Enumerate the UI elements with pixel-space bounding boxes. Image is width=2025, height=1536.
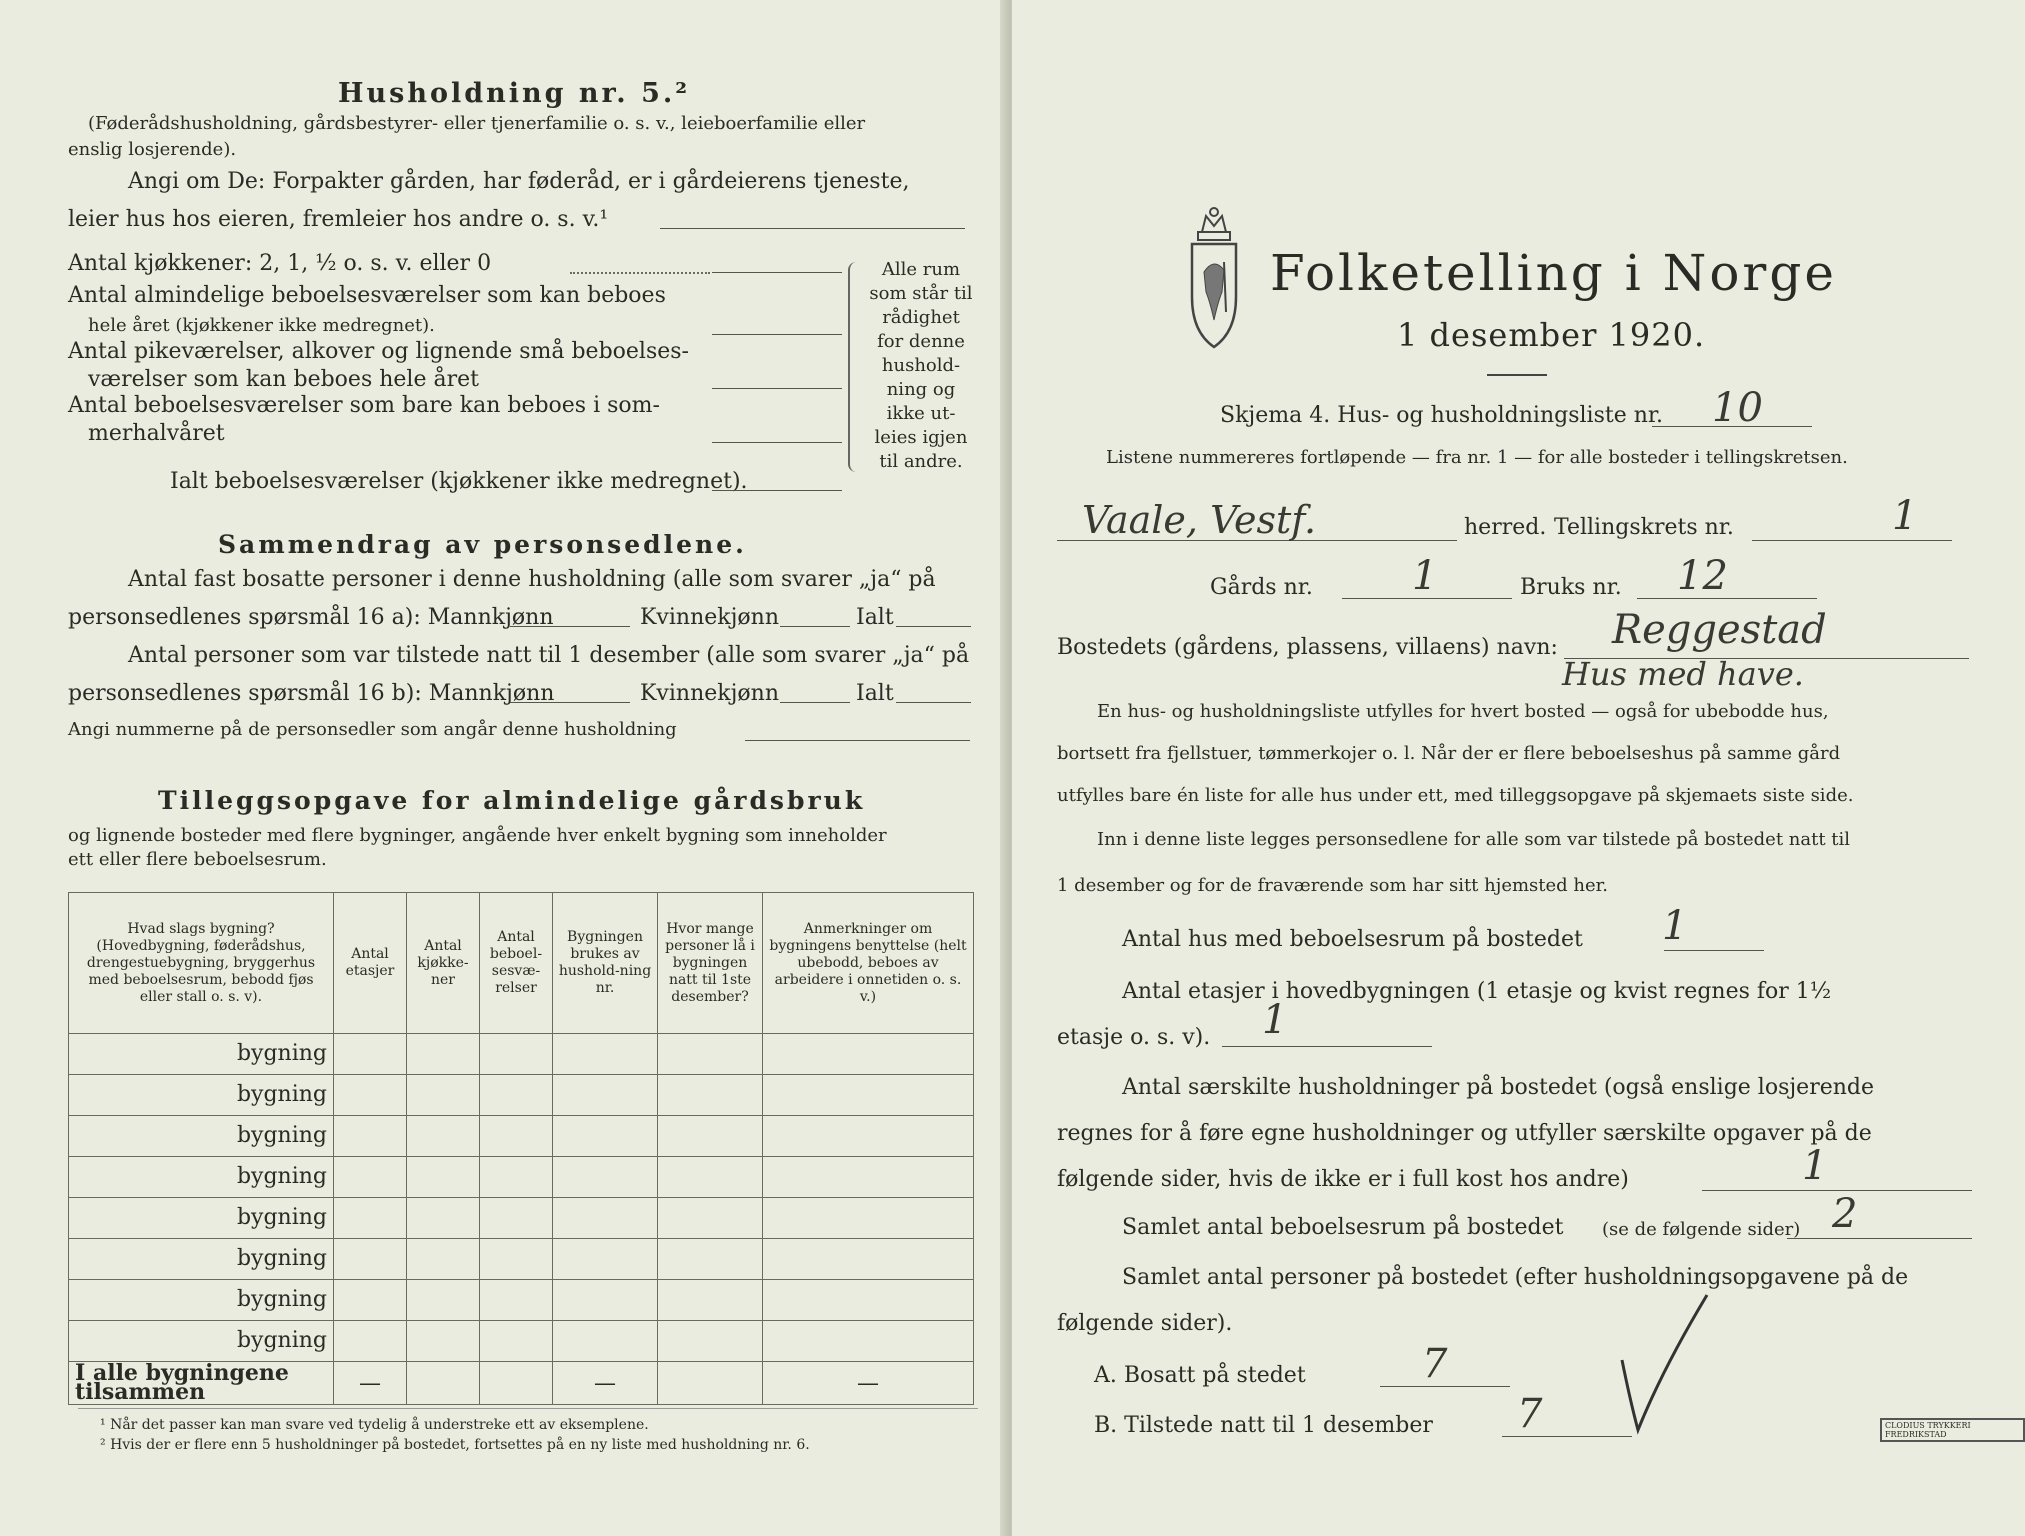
tellingskrets-value: 1 <box>1892 493 1918 539</box>
cell <box>658 1034 763 1075</box>
question-ordinary-rooms-1: Antal almindelige beboelsesværelser som kan beboes <box>68 283 666 308</box>
cell <box>407 1321 480 1362</box>
supplement-line-1: og lignende bosteder med flere bygninger, angående hver enkelt bygning som inneholder <box>68 825 887 846</box>
supplement-heading: Tilleggsopgave for almindelige gårdsbruk <box>158 786 866 815</box>
male-answer-1 <box>510 626 630 627</box>
listing-note: Listene nummereres fortløpende — fra nr. 1 — for alle bosteder i tellingskretsen. <box>1106 447 1848 468</box>
table-row <box>69 1239 974 1280</box>
header-kitchens: Antal kjøkke-ner <box>407 893 480 1034</box>
rooms-answer-line <box>1787 1238 1972 1239</box>
small-rooms-answer <box>712 388 842 389</box>
houses-answer-line <box>1664 950 1764 951</box>
question-small-rooms-2: værelser som kan beboes hele året <box>88 367 479 392</box>
side-note-line: for denne <box>877 331 965 352</box>
question-persons-2: følgende sider). <box>1057 1311 1233 1336</box>
question-persons-1: Samlet antal personer på bostedet (efter husholdningsopgavene på de <box>1122 1265 1909 1290</box>
table-total-row <box>69 1362 974 1405</box>
form-title: Folketelling i Norge <box>1270 244 1837 302</box>
summer-rooms-answer <box>712 442 842 443</box>
instruction-line-5: 1 desember og for de fraværende som har sitt hjemsted her. <box>1057 875 1608 896</box>
question-summer-rooms-1: Antal beboelsesværelser som bare kan beboes i som- <box>68 393 660 418</box>
header-persons: Hvor mange personer lå i bygningen natt til 1ste desember? <box>658 893 763 1034</box>
total-label: I alle bygningene tilsammen <box>69 1362 334 1405</box>
gards-label: Gårds nr. <box>1210 575 1313 600</box>
male-answer-2 <box>510 702 630 703</box>
cell <box>407 1362 480 1405</box>
header-floors: Antal etasjer <box>334 893 407 1034</box>
side-note-line: ikke ut- <box>886 403 956 424</box>
household-intro-line-2: enslig losjerende). <box>68 139 237 160</box>
table-header-row <box>69 893 974 1034</box>
schema-number: 10 <box>1712 385 1763 431</box>
cell <box>407 1280 480 1321</box>
side-note-line: Alle rum <box>881 259 961 280</box>
cell <box>480 1280 553 1321</box>
buildings-table <box>68 892 974 1405</box>
schema-label: Skjema 4. Hus- og husholdningsliste nr. <box>1220 403 1663 428</box>
female-answer-2 <box>780 702 850 703</box>
table-row <box>69 1034 974 1075</box>
footnote-divider <box>78 1408 978 1409</box>
header-household-nr: Bygningen brukes av hushold-ning nr. <box>553 893 658 1034</box>
bosted-value: Reggestad <box>1612 607 1827 653</box>
female-label-1: Kvinnekjønn <box>640 605 779 630</box>
tellingskrets-label: Tellingskrets nr. <box>1554 515 1734 540</box>
total-rooms-answer <box>712 490 842 491</box>
cell <box>407 1239 480 1280</box>
summary-line-2a: Antal personer som var tilstede natt til 1 desember (alle som svarer „ja“ på <box>128 643 970 668</box>
question-households-1: Antal særskilte husholdninger på bostedet (også enslige losjerende <box>1122 1075 1875 1100</box>
tellingskrets-answer-line <box>1752 540 1952 541</box>
total-dash: — <box>763 1362 974 1405</box>
present-value: 7 <box>1517 1391 1543 1437</box>
bosted-label: Bostedets (gårdens, plassens, villaens) navn: <box>1057 635 1558 660</box>
table-row <box>69 1198 974 1239</box>
angi-answer-line <box>660 228 965 229</box>
date-divider <box>1487 374 1547 376</box>
cell <box>763 1075 974 1116</box>
coat-of-arms-icon <box>1174 202 1254 356</box>
numbers-answer-line <box>745 740 970 741</box>
question-households-2: regnes for å føre egne husholdninger og utfyller særskilte opgaver på de <box>1057 1121 1872 1146</box>
angi-line-2: leier hus hos eieren, fremleier hos andre o. s. v.¹ <box>68 207 609 232</box>
summary-heading: Sammendrag av personsedlene. <box>218 530 747 559</box>
brace <box>848 262 860 472</box>
summary-line-1b: personsedlenes spørsmål 16 a): Mannkjønn <box>68 605 554 630</box>
cell <box>407 1075 480 1116</box>
header-remarks: Anmerkninger om bygningens benyttelse (helt ubebodd, beboes av arbeidere i onnetiden o. s. v.) <box>763 893 974 1034</box>
cell <box>763 1034 974 1075</box>
form-date: 1 desember 1920. <box>1397 316 1706 354</box>
cell <box>334 1321 407 1362</box>
total-label-1: Ialt <box>856 605 894 630</box>
side-note-line: som står til <box>869 283 973 304</box>
kitchens-answer-line <box>570 272 710 274</box>
cell <box>407 1157 480 1198</box>
cell <box>658 1116 763 1157</box>
building-label: bygning <box>69 1157 334 1198</box>
table-row <box>69 1157 974 1198</box>
building-label: bygning <box>69 1198 334 1239</box>
cell <box>553 1157 658 1198</box>
cell <box>658 1239 763 1280</box>
cell <box>763 1239 974 1280</box>
cell <box>480 1157 553 1198</box>
building-label: bygning <box>69 1116 334 1157</box>
cell <box>763 1321 974 1362</box>
total-dash: — <box>334 1362 407 1405</box>
instruction-line-1: En hus- og husholdningsliste utfylles for hvert bosted — også for ubebodde hus, <box>1097 701 1829 722</box>
cell <box>553 1034 658 1075</box>
checkmark-icon <box>1612 1290 1712 1444</box>
cell <box>334 1239 407 1280</box>
cell <box>553 1239 658 1280</box>
header-rooms: Antal beboel-sesvæ-relser <box>480 893 553 1034</box>
cell <box>763 1157 974 1198</box>
cell <box>480 1321 553 1362</box>
question-households-3: følgende sider, hvis de ikke er i full kost hos andre) <box>1057 1167 1629 1192</box>
table-row <box>69 1280 974 1321</box>
cell <box>334 1116 407 1157</box>
building-label: bygning <box>69 1280 334 1321</box>
household-heading: Husholdning nr. 5.² <box>338 78 691 109</box>
table-row <box>69 1075 974 1116</box>
building-label: bygning <box>69 1321 334 1362</box>
side-note <box>866 258 976 474</box>
supplement-line-2: ett eller flere beboelsesrum. <box>68 849 327 870</box>
side-note-line: rådighet <box>882 307 960 328</box>
left-page <box>0 0 1008 1536</box>
cell <box>480 1198 553 1239</box>
households-value: 1 <box>1802 1143 1828 1189</box>
rooms-value: 2 <box>1832 1191 1858 1237</box>
cell <box>553 1280 658 1321</box>
resident-value: 7 <box>1422 1341 1448 1387</box>
herred-value: Vaale, Vestf. <box>1082 498 1317 542</box>
question-summer-rooms-2: merhalvåret <box>88 421 225 446</box>
kitchens-answer <box>712 272 842 273</box>
cell <box>334 1075 407 1116</box>
question-total-rooms: Ialt beboelsesværelser (kjøkkener ikke medregnet). <box>170 469 748 494</box>
total-answer-1 <box>896 626 971 627</box>
cell <box>658 1321 763 1362</box>
side-note-line: leies igjen <box>874 427 968 448</box>
total-dash: — <box>553 1362 658 1405</box>
female-label-2: Kvinnekjønn <box>640 681 779 706</box>
building-label: bygning <box>69 1239 334 1280</box>
instruction-line-2: bortsett fra fjellstuer, tømmerkojer o. l. Når der er flere beboelseshus på samme gård <box>1057 743 1841 764</box>
summary-line-2b: personsedlenes spørsmål 16 b): Mannkjønn <box>68 681 555 706</box>
bruks-value: 12 <box>1677 553 1728 599</box>
bosted-value-2: Hus med have. <box>1562 655 1804 693</box>
question-ordinary-rooms-2: hele året (kjøkkener ikke medregnet). <box>88 315 435 336</box>
question-rooms: Samlet antal beboelsesrum på bostedet <box>1122 1215 1564 1240</box>
female-answer-1 <box>780 626 850 627</box>
cell <box>334 1280 407 1321</box>
printer-stamp: CLODIUS TRYKKERI FREDRIKSTAD <box>1880 1418 2025 1442</box>
household-intro-line-1: (Føderådshusholdning, gårdsbestyrer- eller tjenerfamilie o. s. v., leieboerfamilie eller <box>88 113 866 134</box>
question-rooms-note: (se de følgende sider) <box>1602 1219 1801 1240</box>
cell <box>480 1034 553 1075</box>
bruks-label: Bruks nr. <box>1520 575 1622 600</box>
question-houses: Antal hus med beboelsesrum på bostedet <box>1122 927 1583 952</box>
side-note-line: hushold- <box>881 355 961 376</box>
footnote-2: ² Hvis der er flere enn 5 husholdninger på bostedet, fortsettes på en ny liste med husholdning nr. 6. <box>100 1437 810 1453</box>
gards-value: 1 <box>1412 553 1438 599</box>
floors-answer-line <box>1222 1046 1432 1047</box>
cell <box>553 1198 658 1239</box>
cell <box>480 1362 553 1405</box>
side-note-line: ning og <box>886 379 956 400</box>
cell <box>480 1239 553 1280</box>
present-label: B. Tilstede natt til 1 desember <box>1094 1413 1433 1438</box>
question-floors-2: etasje o. s. v). <box>1057 1025 1211 1050</box>
cell <box>658 1075 763 1116</box>
cell <box>334 1198 407 1239</box>
cell <box>763 1280 974 1321</box>
floors-value: 1 <box>1262 997 1288 1043</box>
cell <box>763 1116 974 1157</box>
angi-line-1: Angi om De: Forpakter gården, har føderåd, er i gårdeierens tjeneste, <box>128 169 910 194</box>
side-note-line: til andre. <box>879 451 963 472</box>
cell <box>480 1075 553 1116</box>
cell <box>480 1116 553 1157</box>
instruction-line-3: utfylles bare én liste for alle hus under ett, med tilleggsopgave på skjemaets siste side. <box>1057 785 1854 806</box>
cell <box>658 1280 763 1321</box>
question-kitchens: Antal kjøkkener: 2, 1, ½ o. s. v. eller 0 <box>68 251 492 276</box>
question-floors-1: Antal etasjer i hovedbygningen (1 etasje og kvist regnes for 1½ <box>1122 979 1832 1004</box>
herred-label: herred. <box>1464 515 1547 540</box>
cell <box>407 1198 480 1239</box>
cell <box>553 1116 658 1157</box>
total-answer-2 <box>896 702 971 703</box>
cell <box>763 1198 974 1239</box>
cell <box>407 1116 480 1157</box>
ordinary-rooms-answer <box>712 334 842 335</box>
header-building-type: Hvad slags bygning? (Hovedbygning, føderådshus, drengestuebygning, bryggerhus med beboelsesrum, bebodd fjøs eller stall o. s. v). <box>69 893 334 1034</box>
building-label: bygning <box>69 1034 334 1075</box>
cell <box>553 1321 658 1362</box>
cell <box>407 1034 480 1075</box>
total-label-2: Ialt <box>856 681 894 706</box>
footnote-1: ¹ Når det passer kan man svare ved tydelig å understreke ett av eksemplene. <box>100 1417 649 1433</box>
numbers-question: Angi nummerne på de personsedler som angår denne husholdning <box>68 719 677 740</box>
houses-value: 1 <box>1662 903 1688 949</box>
cell <box>658 1362 763 1405</box>
cell <box>658 1157 763 1198</box>
cell <box>658 1198 763 1239</box>
building-label: bygning <box>69 1075 334 1116</box>
table-row <box>69 1321 974 1362</box>
summary-line-1a: Antal fast bosatte personer i denne husholdning (alle som svarer „ja“ på <box>128 567 936 592</box>
instruction-line-4: Inn i denne liste legges personsedlene for alle som var tilstede på bostedet natt til <box>1097 829 1851 850</box>
question-small-rooms-1: Antal pikeværelser, alkover og lignende små beboelses- <box>68 339 689 364</box>
resident-label: A. Bosatt på stedet <box>1094 1363 1306 1388</box>
cell <box>553 1075 658 1116</box>
cell <box>334 1034 407 1075</box>
table-row <box>69 1116 974 1157</box>
cell <box>334 1157 407 1198</box>
right-page <box>1012 0 2025 1536</box>
